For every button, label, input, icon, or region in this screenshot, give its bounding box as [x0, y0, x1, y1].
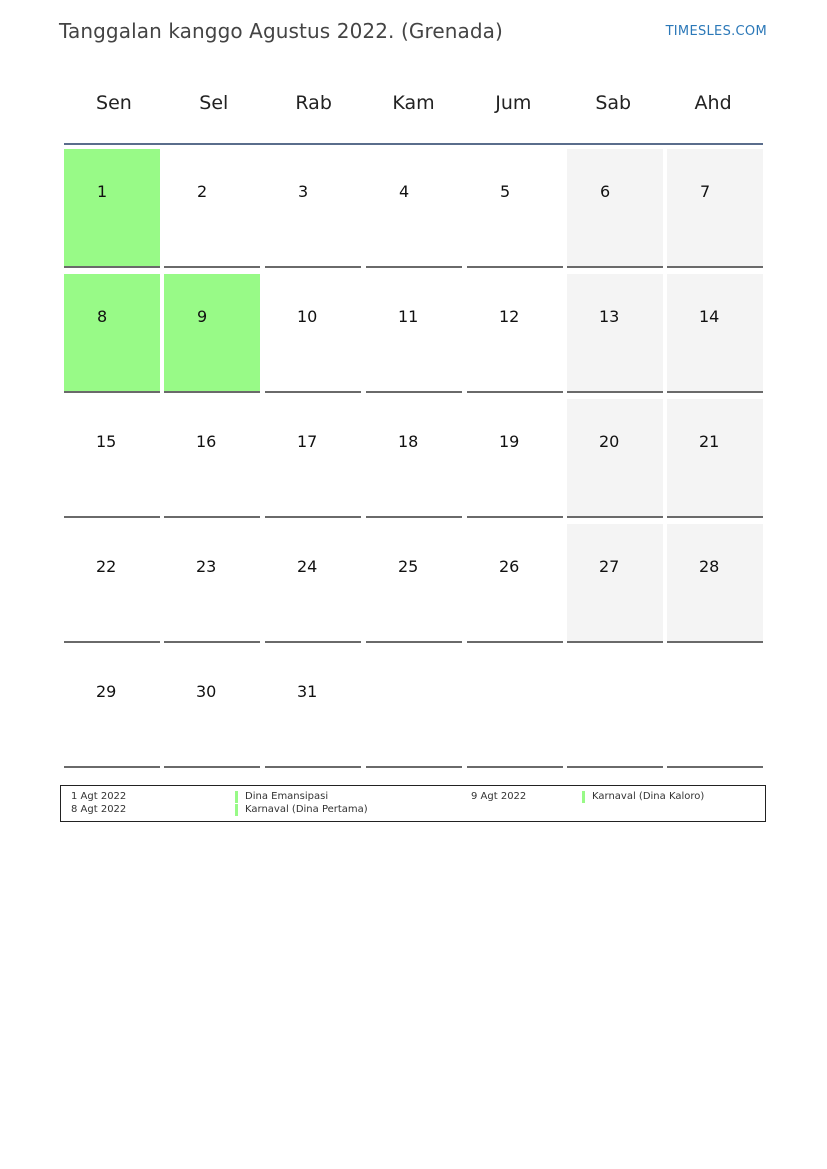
day-cell [64, 524, 160, 643]
day-cell [265, 649, 361, 768]
legend-holiday-name: Karnaval (Dina Pertama) [235, 804, 368, 816]
legend-date: 1 Agt 2022 [71, 791, 127, 802]
day-number: 24 [297, 557, 318, 576]
day-cell [265, 274, 361, 393]
day-cell [467, 274, 563, 393]
day-cell [467, 524, 563, 643]
day-cell-holiday [64, 274, 160, 393]
legend-holiday-name: Dina Emansipasi [235, 791, 328, 803]
weekday-rab: Rab [295, 92, 332, 114]
weekday-sel: Sel [199, 92, 229, 114]
day-number: 1 [97, 182, 108, 201]
day-number: 14 [699, 307, 720, 326]
legend-date: 8 Agt 2022 [71, 804, 127, 815]
day-cell [567, 149, 663, 268]
day-number: 7 [700, 182, 711, 201]
day-number: 8 [97, 307, 108, 326]
day-number: 22 [96, 557, 117, 576]
day-number: 4 [399, 182, 410, 201]
weekday-jum: Jum [495, 92, 532, 114]
day-cell [64, 649, 160, 768]
day-number: 12 [499, 307, 520, 326]
day-cell [567, 524, 663, 643]
day-number: 20 [599, 432, 620, 451]
day-number: 28 [699, 557, 720, 576]
day-cell [667, 274, 763, 393]
day-number: 5 [500, 182, 511, 201]
day-cell [164, 149, 260, 268]
day-cell [467, 399, 563, 518]
day-cell [366, 524, 462, 643]
day-number: 2 [197, 182, 208, 201]
empty-cell [667, 649, 763, 768]
day-cell [366, 149, 462, 268]
day-cell [567, 399, 663, 518]
day-number: 3 [298, 182, 309, 201]
day-cell [567, 274, 663, 393]
day-number: 19 [499, 432, 520, 451]
weekday-header [64, 88, 763, 145]
weekday-sab: Sab [595, 92, 632, 114]
empty-cell [467, 649, 563, 768]
day-cell [265, 524, 361, 643]
day-cell [667, 399, 763, 518]
day-cell [366, 274, 462, 393]
page-title: Tanggalan kanggo Agustus 2022. (Grenada) [59, 19, 503, 43]
day-number: 15 [96, 432, 117, 451]
day-cell-holiday [164, 274, 260, 393]
brand-link[interactable]: TIMESLES.COM [665, 24, 767, 39]
legend-date: 9 Agt 2022 [471, 791, 527, 802]
day-number: 11 [398, 307, 419, 326]
day-number: 6 [600, 182, 611, 201]
day-cell [467, 149, 563, 268]
day-cell [265, 149, 361, 268]
weekday-ahd: Ahd [694, 92, 732, 114]
day-number: 10 [297, 307, 318, 326]
day-number: 9 [197, 307, 208, 326]
day-number: 27 [599, 557, 620, 576]
day-number: 23 [196, 557, 217, 576]
day-number: 25 [398, 557, 419, 576]
day-cell [64, 399, 160, 518]
day-number: 16 [196, 432, 217, 451]
day-number: 17 [297, 432, 318, 451]
day-cell [265, 399, 361, 518]
day-cell-holiday [64, 149, 160, 268]
empty-cell [366, 649, 462, 768]
weekday-kam: Kam [392, 92, 435, 114]
day-cell [164, 649, 260, 768]
day-number: 21 [699, 432, 720, 451]
day-cell [164, 524, 260, 643]
day-cell [366, 399, 462, 518]
day-number: 29 [96, 682, 117, 701]
holiday-legend [60, 785, 766, 822]
day-number: 26 [499, 557, 520, 576]
legend-holiday-name: Karnaval (Dina Kaloro) [582, 791, 704, 803]
day-number: 30 [196, 682, 217, 701]
weekday-sen: Sen [96, 92, 132, 114]
day-cell [164, 399, 260, 518]
day-number: 31 [297, 682, 318, 701]
day-cell [667, 524, 763, 643]
day-cell [667, 149, 763, 268]
day-number: 13 [599, 307, 620, 326]
day-number: 18 [398, 432, 419, 451]
empty-cell [567, 649, 663, 768]
